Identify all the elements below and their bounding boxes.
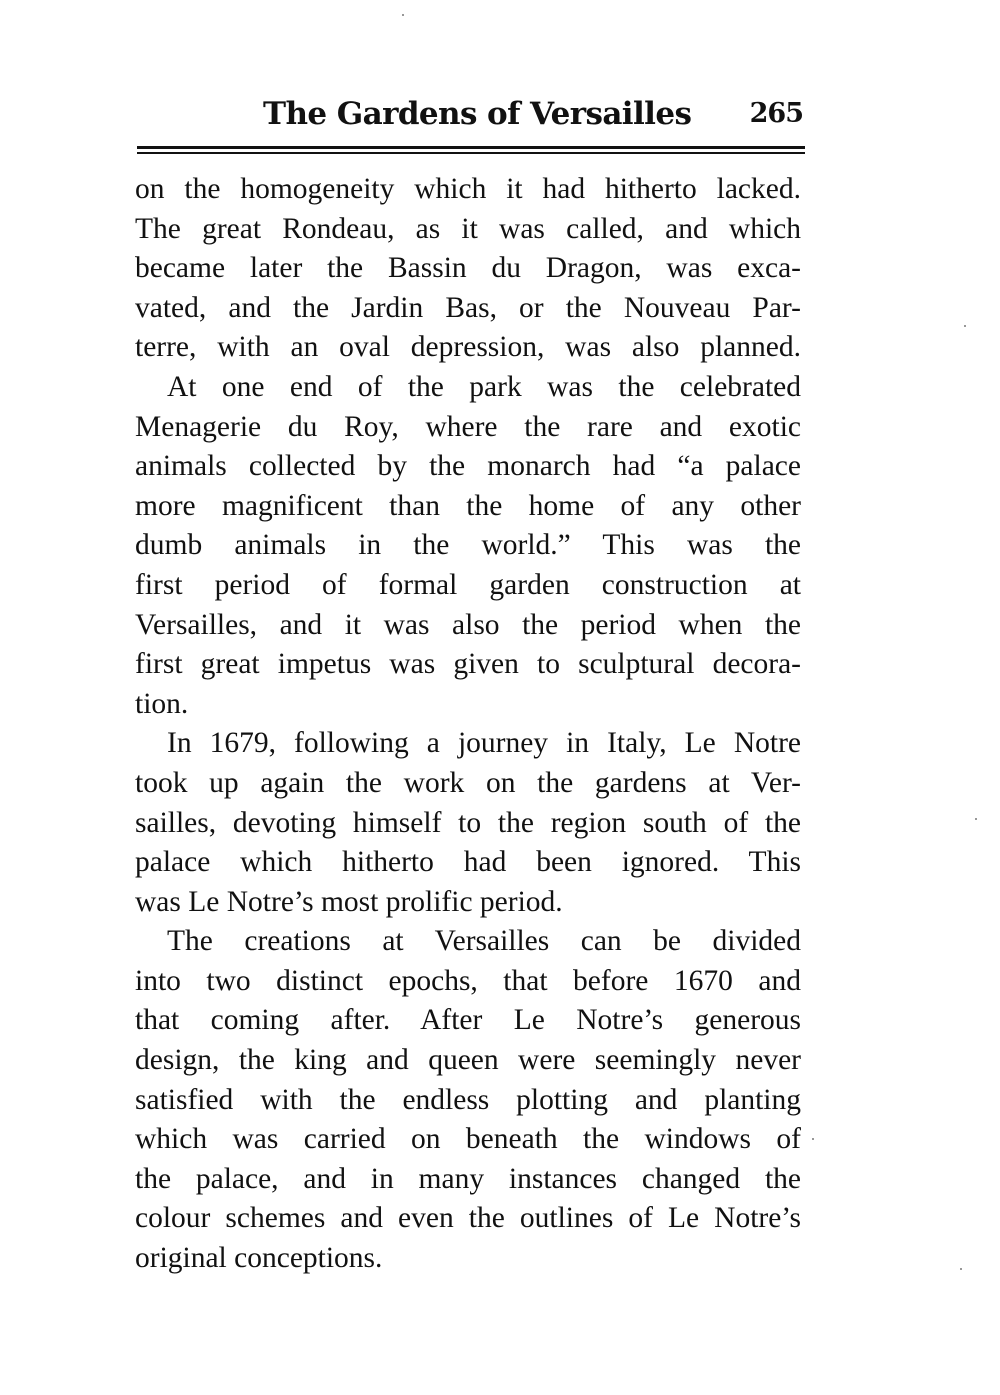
header-rule-top bbox=[137, 146, 805, 149]
text-line: dumb animals in the world.” This was the bbox=[135, 529, 801, 562]
scan-speck bbox=[402, 14, 404, 16]
running-head bbox=[135, 96, 805, 144]
text-line: that coming after. After Le Notre’s generous bbox=[135, 1004, 801, 1037]
text-line: on the homogeneity which it had hitherto lacked. bbox=[135, 173, 801, 205]
text-line: took up again the work on the gardens at Ver- bbox=[135, 766, 801, 799]
text-line: into two distinct epochs, that before 1670 and bbox=[135, 964, 801, 997]
page-number: 265 bbox=[749, 98, 803, 129]
text-line: first great impetus was given to sculptural decora- bbox=[135, 648, 801, 681]
text-line: design, the king and queen were seemingly never bbox=[135, 1044, 801, 1077]
text-line: which was carried on beneath the windows of bbox=[135, 1123, 801, 1156]
text-line: satisfied with the endless plotting and planting bbox=[135, 1083, 801, 1116]
text-line: The great Rondeau, as it was called, and which bbox=[135, 212, 801, 245]
scan-speck bbox=[975, 818, 977, 820]
text-line: first period of formal garden construction at bbox=[135, 568, 801, 601]
scan-speck bbox=[960, 1268, 962, 1270]
paragraph-4 bbox=[135, 922, 801, 1278]
text-line: sailles, devoting himself to the region south of the bbox=[135, 806, 801, 839]
text-line: Versailles, and it was also the period when the bbox=[135, 608, 801, 641]
header-rule-bottom bbox=[137, 152, 805, 154]
text-line: In 1679, following a journey in Italy, Le Notre bbox=[167, 727, 801, 760]
text-line: animals collected by the monarch had “a palace bbox=[135, 450, 801, 483]
text-line: more magnificent than the home of any other bbox=[135, 489, 801, 522]
text-line: original conceptions. bbox=[135, 1242, 383, 1275]
text-line: was Le Notre’s most prolific period. bbox=[135, 885, 563, 918]
text-line: The creations at Versailles can be divided bbox=[167, 925, 801, 958]
text-line: palace which hitherto had been ignored. This bbox=[135, 846, 801, 879]
scan-speck bbox=[812, 1138, 814, 1140]
text-line: the palace, and in many instances changed the bbox=[135, 1162, 801, 1195]
text-line: tion. bbox=[135, 687, 189, 720]
text-line: terre, with an oval depression, was also planned. bbox=[135, 331, 801, 364]
text-line: vated, and the Jardin Bas, or the Nouveau Par- bbox=[135, 291, 801, 324]
text-line: At one end of the park was the celebrated bbox=[167, 370, 801, 403]
text-line: became later the Bassin du Dragon, was exca- bbox=[135, 252, 801, 285]
paragraph-3 bbox=[135, 724, 801, 922]
paragraph-2 bbox=[135, 368, 801, 724]
text-line: colour schemes and even the outlines of Le Notre’s bbox=[135, 1202, 801, 1235]
paragraph-1 bbox=[135, 170, 801, 368]
scan-speck bbox=[964, 325, 966, 327]
running-title: The Gardens of Versailles bbox=[263, 96, 692, 132]
body-text bbox=[135, 170, 801, 1279]
text-line: Menagerie du Roy, where the rare and exotic bbox=[135, 410, 801, 443]
